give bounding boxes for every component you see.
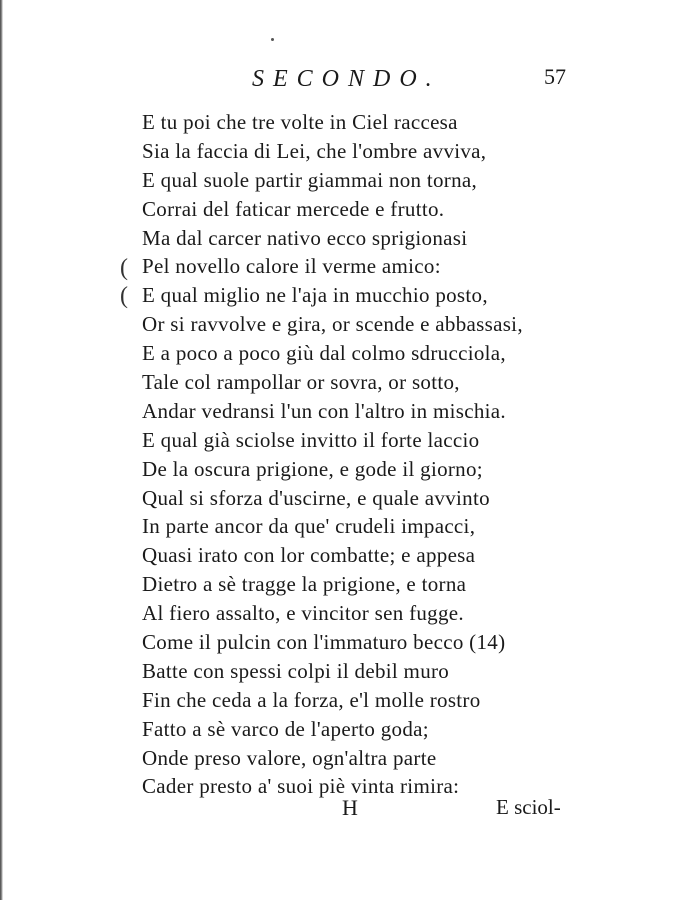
verse-line: Tale col rampollar or sovra, or sotto, [142,370,460,395]
signature-mark: H [342,795,358,820]
verse-text [142,108,523,801]
verse-line: Qual si sforza d'uscirne, e quale avvinto [142,485,490,510]
verse-line: Ma dal carcer nativo ecco sprigionasi [142,225,468,250]
verse-line: Fatto a sè varco de l'aperto goda; [142,716,429,741]
verse-line: E qual già sciolse invitto il forte laccio [142,427,480,452]
verse-line: Al fiero assalto, e vincitor sen fugge. [142,601,464,626]
verse-line: E a poco a poco giù dal colmo sdrucciola, [142,341,506,366]
verse-line: De la oscura prigione, e gode il giorno; [142,456,483,481]
verse-line: E qual suole partir giammai non torna, [142,167,478,192]
verse-line: Come il pulcin con l'immaturo becco (14) [142,630,506,655]
verse-line: Onde preso valore, ogn'altra parte [142,745,437,770]
verse-line: E tu poi che tre volte in Ciel raccesa [142,110,458,134]
margin-bracket-mark: ( [120,255,128,281]
verse-line: Sia la faccia di Lei, che l'ombre avviva, [142,138,487,163]
verse-line: Fin che ceda a la forza, e'l molle rostro [142,687,481,712]
ink-dot [271,38,274,41]
verse-line: E qual miglio ne l'aja in mucchio posto, [142,283,488,308]
verse-line: In parte ancor da que' crudeli impacci, [142,514,476,539]
verse-line: Cader presto a' suoi piè vinta rimira: [142,774,460,799]
margin-bracket-mark: ( [120,283,128,309]
running-head: SECONDO. [252,66,441,92]
page-number: 57 [544,64,566,89]
verse-line: Dietro a sè tragge la prigione, e torna [142,572,467,597]
catchword: E sciol- [496,795,561,819]
verse-line: Pel novello calore il verme amico: [142,254,441,279]
page-edge-shadow [0,0,3,900]
verse-line: Andar vedransi l'un con l'altro in mischia. [142,398,506,423]
verse-line: Or si ravvolve e gira, or scende e abbassasi, [142,312,523,337]
verse-line: Batte con spessi colpi il debil muro [142,658,450,683]
verse-line: Corrai del faticar mercede e frutto. [142,196,445,221]
verse-line: Quasi irato con lor combatte; e appesa [142,543,476,568]
